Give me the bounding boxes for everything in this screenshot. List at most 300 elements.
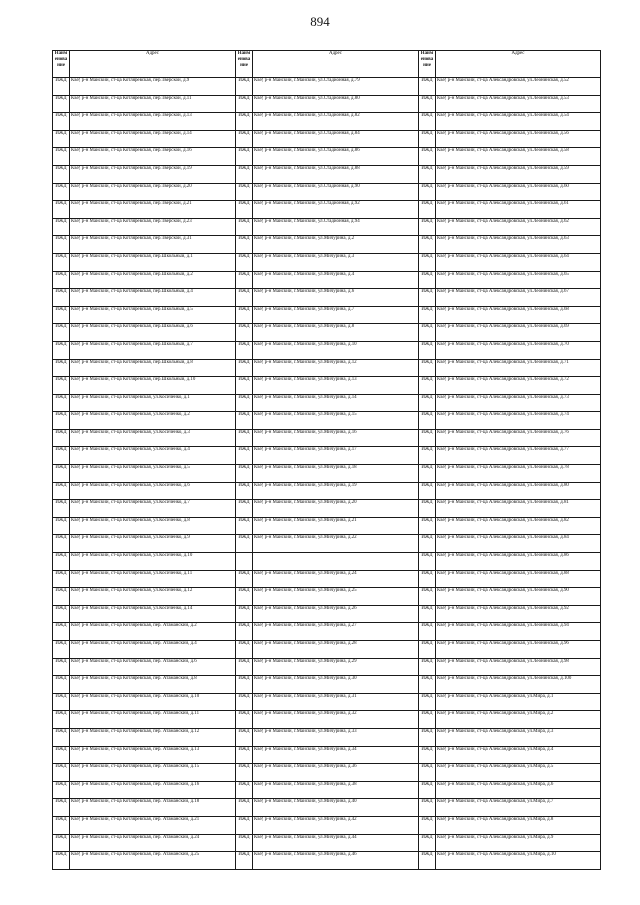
type-cell: ИЖД — [419, 394, 436, 412]
type-cell: ИЖД — [236, 482, 253, 500]
type-cell: ИЖД — [419, 95, 436, 113]
address-cell: КБР, р-н Майский, ст-ца Котляревская, пер. Атаманский, д.18 — [70, 799, 236, 817]
address-cell: КБР, р-н Майский, ст-ца Александровская, ул.Мира, д.9 — [436, 834, 601, 852]
type-cell: ИЖД — [53, 781, 70, 799]
type-cell: ИЖД — [236, 412, 253, 430]
type-cell: ИЖД — [236, 852, 253, 870]
type-cell: ИЖД — [53, 553, 70, 571]
type-cell: ИЖД — [53, 746, 70, 764]
type-cell: ИЖД — [236, 236, 253, 254]
address-cell: КБР, р-н Майский, г.Майский, ул.Мичурина, д.13 — [253, 377, 419, 395]
address-cell: КБР, р-н Майский, ст-ца Котляревская, ул.Косиченко, д.2 — [70, 412, 236, 430]
address-cell: КБР, р-н Майский, г.Майский, ул.Стадионная, д.79 — [253, 78, 419, 96]
address-cell: КБР, р-н Майский, ст-ца Александровская, ул.Леонинская, д.92 — [436, 605, 601, 623]
address-cell: КБР, р-н Майский, ст-ца Александровская, ул.Леонинская, д.62 — [436, 218, 601, 236]
type-cell: ИЖД — [236, 517, 253, 535]
type-cell: ИЖД — [53, 676, 70, 694]
address-cell: КБР, р-н Майский, ст-ца Александровская, ул.Леонинская, д.77 — [436, 447, 601, 465]
type-cell: ИЖД — [53, 148, 70, 166]
address-cell: КБР, р-н Майский, ст-ца Александровская, ул.Леонинская, д.60 — [436, 183, 601, 201]
table-row — [53, 447, 601, 465]
address-cell: КБР, р-н Майский, ст-ца Александровская, ул.Леонинская, д.90 — [436, 588, 601, 606]
table-row — [53, 78, 601, 96]
type-cell: ИЖД — [419, 588, 436, 606]
type-cell: ИЖД — [236, 113, 253, 131]
address-cell: КБР, р-н Майский, г.Майский, ул.Мичурина, д.2 — [253, 236, 419, 254]
address-cell: КБР, р-н Майский, ст-ца Александровская, ул.Леонинская, д.78 — [436, 465, 601, 483]
type-cell: ИЖД — [53, 693, 70, 711]
address-cell: КБР, р-н Майский, г.Майский, ул.Мичурина, д.20 — [253, 500, 419, 518]
type-cell: ИЖД — [53, 535, 70, 553]
type-cell: ИЖД — [53, 359, 70, 377]
type-cell: ИЖД — [419, 201, 436, 219]
type-cell: ИЖД — [236, 799, 253, 817]
type-cell: ИЖД — [236, 218, 253, 236]
table-row — [53, 588, 601, 606]
header-type-2: Наим енова ние — [236, 51, 253, 78]
address-cell: КБР, р-н Майский, ст-ца Котляревская, пер. Атаманский, д.2 — [70, 623, 236, 641]
address-cell: КБР, р-н Майский, г.Майский, ул.Мичурина, д.12 — [253, 359, 419, 377]
address-cell: КБР, р-н Майский, г.Майский, ул.Мичурина, д.24 — [253, 570, 419, 588]
table-row — [53, 517, 601, 535]
type-cell: ИЖД — [53, 623, 70, 641]
type-cell: ИЖД — [236, 359, 253, 377]
table-row — [53, 658, 601, 676]
address-cell: КБР, р-н Майский, г.Майский, ул.Мичурина, д.21 — [253, 517, 419, 535]
type-cell: ИЖД — [419, 465, 436, 483]
type-cell: ИЖД — [53, 289, 70, 307]
type-cell: ИЖД — [419, 746, 436, 764]
address-cell: КБР, р-н Майский, г.Майский, ул.Мичурина, д.28 — [253, 641, 419, 659]
type-cell: ИЖД — [419, 429, 436, 447]
type-cell: ИЖД — [236, 289, 253, 307]
address-cell: КБР, р-н Майский, г.Майский, ул.Стадионная, д.92 — [253, 201, 419, 219]
address-cell: КБР, р-н Майский, г.Майский, ул.Мичурина, д.26 — [253, 605, 419, 623]
address-cell: КБР, р-н Майский, ст-ца Котляревская, пер. Атаманский, д.6 — [70, 658, 236, 676]
type-cell: ИЖД — [236, 377, 253, 395]
address-cell: КБР, р-н Майский, ст-ца Котляревская, пер. Атаманский, д.10 — [70, 693, 236, 711]
type-cell: ИЖД — [53, 852, 70, 870]
address-cell: КБР, р-н Майский, ст-ца Александровская, ул.Леонинская, д.81 — [436, 500, 601, 518]
type-cell: ИЖД — [236, 746, 253, 764]
table-row — [53, 201, 601, 219]
address-cell: КБР, р-н Майский, г.Майский, ул.Мичурина, д.3 — [253, 253, 419, 271]
address-cell: КБР, р-н Майский, г.Майский, ул.Мичурина, д.27 — [253, 623, 419, 641]
type-cell: ИЖД — [53, 641, 70, 659]
address-cell: КБР, р-н Майский, ст-ца Александровская, ул.Леонинская, д.70 — [436, 341, 601, 359]
type-cell: ИЖД — [53, 816, 70, 834]
type-cell: ИЖД — [236, 658, 253, 676]
table-row — [53, 183, 601, 201]
address-cell: КБР, р-н Майский, ст-ца Котляревская, пер.Тверской, д.19 — [70, 165, 236, 183]
type-cell: ИЖД — [236, 834, 253, 852]
address-cell: КБР, р-н Майский, ст-ца Котляревская, пер. Атаманский, д.24 — [70, 834, 236, 852]
type-cell: ИЖД — [419, 553, 436, 571]
table-row — [53, 341, 601, 359]
address-cell: КБР, р-н Майский, ст-ца Котляревская, пер. Атаманский, д.12 — [70, 728, 236, 746]
type-cell: ИЖД — [53, 447, 70, 465]
type-cell: ИЖД — [419, 693, 436, 711]
type-cell: ИЖД — [236, 816, 253, 834]
table-row — [53, 711, 601, 729]
address-cell: КБР, р-н Майский, ст-ца Котляревская, пер. Атаманский, д.25 — [70, 852, 236, 870]
address-cell: КБР, р-н Майский, г.Майский, ул.Стадионная, д.82 — [253, 113, 419, 131]
table-row — [53, 834, 601, 852]
type-cell: ИЖД — [236, 201, 253, 219]
table-row — [53, 271, 601, 289]
type-cell: ИЖД — [53, 165, 70, 183]
type-cell: ИЖД — [419, 165, 436, 183]
address-cell: КБР, р-н Майский, ст-ца Котляревская, пер. Атаманский, д.13 — [70, 746, 236, 764]
address-cell: КБР, р-н Майский, г.Майский, ул.Стадионная, д.84 — [253, 130, 419, 148]
address-cell: КБР, р-н Майский, ст-ца Котляревская, пер.Школьный, д.7 — [70, 341, 236, 359]
table-header-row — [53, 51, 601, 78]
address-cell: КБР, р-н Майский, ст-ца Котляревская, пер.Тверской, д.13 — [70, 113, 236, 131]
address-cell: КБР, р-н Майский, ст-ца Котляревская, ул.Косиченко, д.3 — [70, 429, 236, 447]
address-cell: КБР, р-н Майский, ст-ца Котляревская, пер.Школьный, д.8 — [70, 359, 236, 377]
table-row — [53, 412, 601, 430]
address-cell: КБР, р-н Майский, ст-ца Александровская, ул.Мира, д.7 — [436, 799, 601, 817]
type-cell: ИЖД — [53, 218, 70, 236]
type-cell: ИЖД — [236, 605, 253, 623]
table-row — [53, 693, 601, 711]
type-cell: ИЖД — [236, 535, 253, 553]
address-cell: КБР, р-н Майский, ст-ца Александровская, ул.Леонинская, д.68 — [436, 306, 601, 324]
address-cell: КБР, р-н Майский, ст-ца Котляревская, пер.Тверской, д.9 — [70, 78, 236, 96]
address-cell: КБР, р-н Майский, г.Майский, ул.Мичурина, д.33 — [253, 728, 419, 746]
address-cell: КБР, р-н Майский, ст-ца Котляревская, пер.Тверской, д.21 — [70, 201, 236, 219]
address-cell: КБР, р-н Майский, ст-ца Котляревская, ул.Косиченко, д.10 — [70, 553, 236, 571]
table-row — [53, 236, 601, 254]
address-cell: КБР, р-н Майский, ст-ца Александровская, ул.Мира, д.2 — [436, 711, 601, 729]
type-cell: ИЖД — [419, 728, 436, 746]
type-cell: ИЖД — [53, 271, 70, 289]
table-row — [53, 570, 601, 588]
address-cell: КБР, р-н Майский, ст-ца Александровская, ул.Леонинская, д.100 — [436, 676, 601, 694]
table-row — [53, 289, 601, 307]
type-cell: ИЖД — [236, 676, 253, 694]
address-cell: КБР, р-н Майский, ст-ца Котляревская, ул.Косиченко, д.1 — [70, 394, 236, 412]
address-cell: КБР, р-н Майский, ст-ца Александровская, ул.Леонинская, д.59 — [436, 165, 601, 183]
address-cell: КБР, р-н Майский, ст-ца Котляревская, пер.Школьный, д.5 — [70, 306, 236, 324]
address-cell: КБР, р-н Майский, ст-ца Александровская, ул.Леонинская, д.58 — [436, 148, 601, 166]
type-cell: ИЖД — [419, 517, 436, 535]
type-cell: ИЖД — [419, 658, 436, 676]
address-cell: КБР, р-н Майский, г.Майский, ул.Мичурина, д.44 — [253, 834, 419, 852]
type-cell: ИЖД — [419, 711, 436, 729]
address-cell: КБР, р-н Майский, ст-ца Александровская, ул.Леонинская, д.86 — [436, 553, 601, 571]
address-cell: КБР, р-н Майский, г.Майский, ул.Мичурина, д.14 — [253, 394, 419, 412]
type-cell: ИЖД — [236, 570, 253, 588]
address-cell: КБР, р-н Майский, г.Майский, ул.Стадионная, д.80 — [253, 95, 419, 113]
type-cell: ИЖД — [236, 447, 253, 465]
address-cell: КБР, р-н Майский, ст-ца Александровская, ул.Мира, д.3 — [436, 728, 601, 746]
type-cell: ИЖД — [419, 781, 436, 799]
address-cell: КБР, р-н Майский, ст-ца Александровская, ул.Леонинская, д.67 — [436, 289, 601, 307]
address-cell: КБР, р-н Майский, ст-ца Котляревская, пер. Атаманский, д.8 — [70, 676, 236, 694]
table-row — [53, 465, 601, 483]
type-cell: ИЖД — [236, 429, 253, 447]
type-cell: ИЖД — [419, 377, 436, 395]
header-address-1: Адрес — [70, 51, 236, 78]
type-cell: ИЖД — [53, 711, 70, 729]
type-cell: ИЖД — [419, 183, 436, 201]
type-cell: ИЖД — [419, 271, 436, 289]
address-cell: КБР, р-н Майский, ст-ца Александровская, ул.Леонинская, д.52 — [436, 78, 601, 96]
address-cell: КБР, р-н Майский, г.Майский, ул.Мичурина, д.10 — [253, 341, 419, 359]
address-cell — [253, 553, 419, 571]
address-cell: КБР, р-н Майский, г.Майский, ул.Мичурина, д.4 — [253, 271, 419, 289]
address-cell: КБР, р-н Майский, ст-ца Александровская, ул.Леонинская, д.73 — [436, 394, 601, 412]
address-cell: КБР, р-н Майский, ст-ца Котляревская, пер.Школьный, д.1 — [70, 253, 236, 271]
address-cell: КБР, р-н Майский, ст-ца Котляревская, пер.Тверской, д.31 — [70, 236, 236, 254]
header-address-3: Адрес — [436, 51, 601, 78]
address-cell: КБР, р-н Майский, ст-ца Александровская, ул.Мира, д.8 — [436, 816, 601, 834]
header-type-1: Наим енова ние — [53, 51, 70, 78]
address-cell: КБР, р-н Майский, г.Майский, ул.Стадионная, д.90 — [253, 183, 419, 201]
type-cell: ИЖД — [419, 623, 436, 641]
table-row — [53, 130, 601, 148]
type-cell: ИЖД — [419, 535, 436, 553]
type-cell: ИЖД — [419, 289, 436, 307]
table-row — [53, 306, 601, 324]
address-cell: КБР, р-н Майский, ст-ца Котляревская, ул.Косиченко, д.7 — [70, 500, 236, 518]
address-cell: КБР, р-н Майский, г.Майский, ул.Мичурина, д.18 — [253, 465, 419, 483]
address-cell: КБР, р-н Майский, ст-ца Александровская, ул.Мира, д.1 — [436, 693, 601, 711]
address-cell: КБР, р-н Майский, ст-ца Александровская, ул.Леонинская, д.98 — [436, 658, 601, 676]
table-row — [53, 623, 601, 641]
address-cell: КБР, р-н Майский, ст-ца Котляревская, ул.Косиченко, д.12 — [70, 588, 236, 606]
type-cell: ИЖД — [53, 324, 70, 342]
address-cell: КБР, р-н Майский, ст-ца Александровская, ул.Леонинская, д.56 — [436, 130, 601, 148]
address-cell: КБР, р-н Майский, ст-ца Котляревская, пер.Тверской, д.20 — [70, 183, 236, 201]
address-cell: КБР, р-н Майский, г.Майский, ул.Мичурина, д.46 — [253, 852, 419, 870]
address-cell: КБР, р-н Майский, г.Майский, ул.Мичурина, д.32 — [253, 711, 419, 729]
type-cell: ИЖД — [53, 236, 70, 254]
table-row — [53, 482, 601, 500]
type-cell: ИЖД — [236, 165, 253, 183]
type-cell: ИЖД — [419, 78, 436, 96]
address-cell: КБР, р-н Майский, ст-ца Александровская, ул.Леонинская, д.82 — [436, 517, 601, 535]
address-cell: КБР, р-н Майский, ст-ца Александровская, ул.Леонинская, д.54 — [436, 113, 601, 131]
type-cell: ИЖД — [236, 465, 253, 483]
address-cell: КБР, р-н Майский, г.Майский, ул.Мичурина, д.29 — [253, 658, 419, 676]
address-cell: КБР, р-н Майский, ст-ца Котляревская, пер.Тверской, д.11 — [70, 95, 236, 113]
address-cell: КБР, р-н Майский, г.Майский, ул.Мичурина, д.22 — [253, 535, 419, 553]
type-cell: ИЖД — [236, 253, 253, 271]
type-cell: ИЖД — [236, 394, 253, 412]
type-cell: ИЖД — [236, 623, 253, 641]
address-cell: КБР, р-н Майский, ст-ца Александровская, ул.Мира, д.4 — [436, 746, 601, 764]
type-cell: ИЖД — [419, 359, 436, 377]
table-row — [53, 799, 601, 817]
table-row — [53, 218, 601, 236]
type-cell: ИЖД — [419, 852, 436, 870]
type-cell: ИЖД — [419, 148, 436, 166]
type-cell: ИЖД — [53, 412, 70, 430]
address-cell: КБР, р-н Майский, ст-ца Котляревская, пер. Атаманский, д.11 — [70, 711, 236, 729]
address-cell: КБР, р-н Майский, ст-ца Котляревская, ул.Косиченко, д.6 — [70, 482, 236, 500]
type-cell: ИЖД — [53, 130, 70, 148]
table-row — [53, 764, 601, 782]
table-row — [53, 253, 601, 271]
address-cell: КБР, р-н Майский, ст-ца Александровская, ул.Леонинская, д.64 — [436, 253, 601, 271]
table-row — [53, 165, 601, 183]
type-cell: ИЖД — [53, 201, 70, 219]
address-cell: КБР, р-н Майский, г.Майский, ул.Мичурина, д.17 — [253, 447, 419, 465]
address-cell: КБР, р-н Майский, ст-ца Александровская, ул.Леонинская, д.88 — [436, 570, 601, 588]
table-row — [53, 641, 601, 659]
type-cell: ИЖД — [53, 799, 70, 817]
type-cell: ИЖД — [419, 482, 436, 500]
type-cell: ИЖД — [53, 183, 70, 201]
address-cell: КБР, р-н Майский, ст-ца Александровская, ул.Леонинская, д.76 — [436, 429, 601, 447]
table-row — [53, 535, 601, 553]
type-cell: ИЖД — [53, 377, 70, 395]
type-cell: ИЖД — [236, 341, 253, 359]
address-cell: КБР, р-н Майский, ст-ца Котляревская, пер. Атаманский, д.15 — [70, 764, 236, 782]
address-cell: КБР, р-н Майский, ст-ца Котляревская, ул.Косиченко, д.4 — [70, 447, 236, 465]
table-row — [53, 324, 601, 342]
type-cell: ИЖД — [236, 183, 253, 201]
table-row — [53, 746, 601, 764]
table-row — [53, 852, 601, 870]
table-row — [53, 728, 601, 746]
type-cell: ИЖД — [53, 78, 70, 96]
address-cell: КБР, р-н Майский, г.Майский, ул.Мичурина, д.7 — [253, 306, 419, 324]
type-cell: ИЖД — [419, 799, 436, 817]
type-cell: ИЖД — [53, 394, 70, 412]
address-cell: КБР, р-н Майский, ст-ца Котляревская, пер.Тверской, д.23 — [70, 218, 236, 236]
table-row — [53, 553, 601, 571]
type-cell: ИЖД — [53, 482, 70, 500]
address-cell: КБР, р-н Майский, г.Майский, ул.Мичурина, д.16 — [253, 429, 419, 447]
table-row — [53, 359, 601, 377]
address-cell: КБР, р-н Майский, г.Майский, ул.Мичурина, д.25 — [253, 588, 419, 606]
address-cell: КБР, р-н Майский, г.Майский, ул.Мичурина, д.38 — [253, 781, 419, 799]
type-cell: ИЖД — [53, 429, 70, 447]
address-cell: КБР, р-н Майский, г.Майский, ул.Мичурина, д.36 — [253, 764, 419, 782]
table-row — [53, 429, 601, 447]
type-cell: ИЖД — [236, 728, 253, 746]
type-cell: ИЖД — [53, 728, 70, 746]
type-cell: ИЖД — [236, 271, 253, 289]
type-cell — [236, 553, 253, 571]
type-cell: ИЖД — [53, 341, 70, 359]
address-cell: КБР, р-н Майский, ст-ца Александровская, ул.Леонинская, д.94 — [436, 623, 601, 641]
address-cell: КБР, р-н Майский, ст-ца Котляревская, ул.Косиченко, д.8 — [70, 517, 236, 535]
address-cell: КБР, р-н Майский, ст-ца Александровская, ул.Леонинская, д.61 — [436, 201, 601, 219]
address-cell: КБР, р-н Майский, ст-ца Котляревская, ул.Косиченко, д.14 — [70, 605, 236, 623]
type-cell: ИЖД — [53, 306, 70, 324]
type-cell: ИЖД — [236, 306, 253, 324]
page-number: 894 — [310, 14, 330, 29]
type-cell: ИЖД — [419, 764, 436, 782]
type-cell: ИЖД — [236, 78, 253, 96]
address-cell: КБР, р-н Майский, ст-ца Александровская, ул.Мира, д.6 — [436, 781, 601, 799]
type-cell: ИЖД — [236, 641, 253, 659]
address-cell: КБР, р-н Майский, г.Майский, ул.Мичурина, д.34 — [253, 746, 419, 764]
type-cell: ИЖД — [53, 113, 70, 131]
type-cell: ИЖД — [236, 95, 253, 113]
address-cell: КБР, р-н Майский, ст-ца Котляревская, пер.Тверской, д.14 — [70, 130, 236, 148]
type-cell: ИЖД — [419, 341, 436, 359]
address-cell: КБР, р-н Майский, ст-ца Котляревская, пер.Школьный, д.4 — [70, 289, 236, 307]
type-cell: ИЖД — [419, 324, 436, 342]
type-cell: ИЖД — [419, 676, 436, 694]
address-cell: КБР, р-н Майский, ст-ца Котляревская, пер. Атаманский, д.4 — [70, 641, 236, 659]
type-cell: ИЖД — [53, 253, 70, 271]
address-cell: КБР, р-н Майский, ст-ца Александровская, ул.Леонинская, д.74 — [436, 412, 601, 430]
address-cell: КБР, р-н Майский, ст-ца Александровская, ул.Леонинская, д.96 — [436, 641, 601, 659]
type-cell: ИЖД — [236, 693, 253, 711]
type-cell: ИЖД — [236, 711, 253, 729]
type-cell: ИЖД — [53, 764, 70, 782]
type-cell: ИЖД — [53, 588, 70, 606]
type-cell: ИЖД — [236, 130, 253, 148]
type-cell: ИЖД — [236, 588, 253, 606]
type-cell: ИЖД — [236, 764, 253, 782]
address-cell: КБР, р-н Майский, ст-ца Котляревская, пер.Школьный, д.10 — [70, 377, 236, 395]
type-cell: ИЖД — [236, 500, 253, 518]
address-cell: КБР, р-н Майский, г.Майский, ул.Мичурина, д.19 — [253, 482, 419, 500]
table-row — [53, 816, 601, 834]
table-row — [53, 781, 601, 799]
address-cell: КБР, р-н Майский, ст-ца Котляревская, ул.Косиченко, д.5 — [70, 465, 236, 483]
type-cell: ИЖД — [419, 306, 436, 324]
type-cell: ИЖД — [419, 253, 436, 271]
address-cell: КБР, р-н Майский, ст-ца Александровская, ул.Леонинская, д.71 — [436, 359, 601, 377]
table-row — [53, 605, 601, 623]
address-cell: КБР, р-н Майский, г.Майский, ул.Мичурина, д.6 — [253, 289, 419, 307]
address-cell: КБР, р-н Майский, ст-ца Александровская, ул.Леонинская, д.84 — [436, 535, 601, 553]
address-cell: КБР, р-н Майский, ст-ца Котляревская, ул.Косиченко, д.9 — [70, 535, 236, 553]
header-type-3: Наим енова ние — [419, 51, 436, 78]
type-cell: ИЖД — [236, 324, 253, 342]
type-cell: ИЖД — [53, 500, 70, 518]
table-row — [53, 148, 601, 166]
type-cell: ИЖД — [236, 781, 253, 799]
address-cell: КБР, р-н Майский, г.Майский, ул.Мичурина, д.40 — [253, 799, 419, 817]
address-cell: КБР, р-н Майский, ст-ца Котляревская, ул.Косиченко, д.11 — [70, 570, 236, 588]
table-body — [53, 78, 601, 870]
address-cell: КБР, р-н Майский, г.Майский, ул.Стадионная, д.94 — [253, 218, 419, 236]
table-row — [53, 394, 601, 412]
address-cell: КБР, р-н Майский, ст-ца Александровская, ул.Мира, д.10 — [436, 852, 601, 870]
address-cell: КБР, р-н Майский, ст-ца Александровская, ул.Леонинская, д.80 — [436, 482, 601, 500]
type-cell: ИЖД — [419, 113, 436, 131]
table-row — [53, 95, 601, 113]
address-table — [52, 50, 601, 870]
type-cell: ИЖД — [236, 148, 253, 166]
type-cell: ИЖД — [53, 95, 70, 113]
address-cell: КБР, р-н Майский, г.Майский, ул.Стадионная, д.88 — [253, 165, 419, 183]
table-row — [53, 500, 601, 518]
address-cell: КБР, р-н Майский, ст-ца Александровская, ул.Леонинская, д.63 — [436, 236, 601, 254]
address-cell: КБР, р-н Майский, ст-ца Александровская, ул.Леонинская, д.69 — [436, 324, 601, 342]
address-cell: КБР, р-н Майский, ст-ца Александровская, ул.Мира, д.5 — [436, 764, 601, 782]
table-row — [53, 377, 601, 395]
address-cell: КБР, р-н Майский, ст-ца Александровская, ул.Леонинская, д.65 — [436, 271, 601, 289]
type-cell: ИЖД — [419, 641, 436, 659]
type-cell: ИЖД — [53, 517, 70, 535]
address-cell: КБР, р-н Майский, г.Майский, ул.Стадионная, д.86 — [253, 148, 419, 166]
address-cell: КБР, р-н Майский, г.Майский, ул.Мичурина, д.42 — [253, 816, 419, 834]
address-cell: КБР, р-н Майский, ст-ца Александровская, ул.Леонинская, д.53 — [436, 95, 601, 113]
type-cell: ИЖД — [53, 465, 70, 483]
type-cell: ИЖД — [419, 218, 436, 236]
address-cell: КБР, р-н Майский, г.Майский, ул.Мичурина, д.30 — [253, 676, 419, 694]
